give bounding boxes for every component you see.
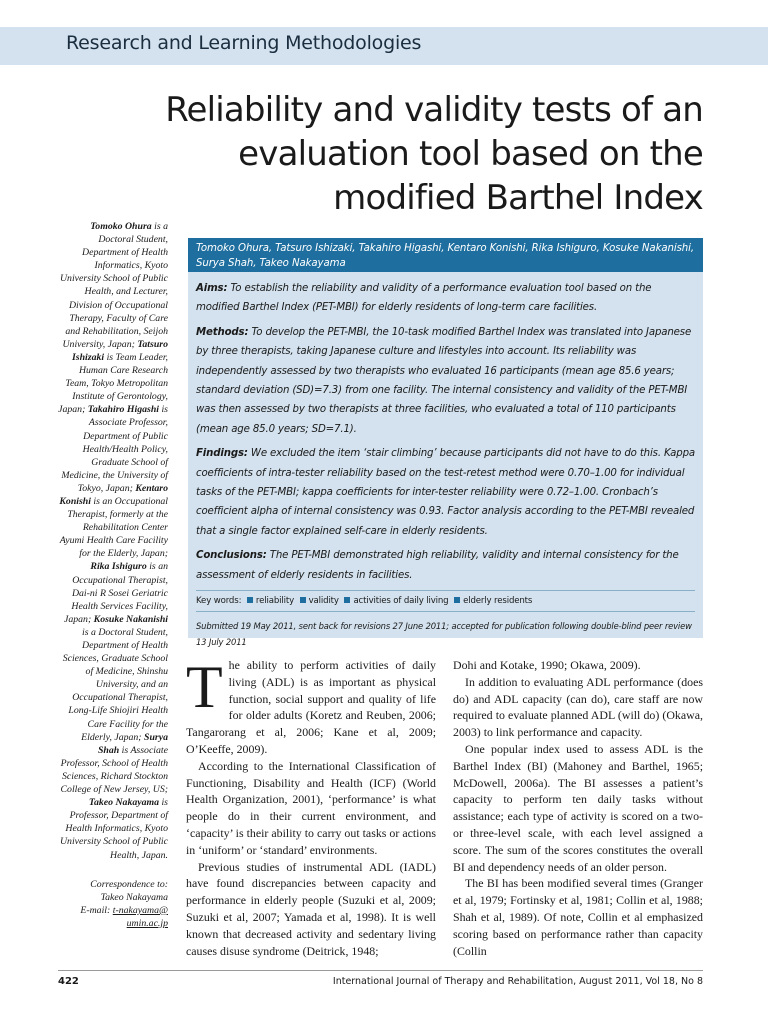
bio-name: Rika Ishiguro xyxy=(90,561,147,573)
bio-name: Takeo Nakayama xyxy=(88,797,160,809)
paragraph: One popular index used to assess ADL is the Barthel Index (BI) (Mahoney and Barthel, 1965; McDowell, 2006a). The BI assesses a patient’s capacity to perform ten daily tasks without assistance; each type of activity is scored on a two- or three-level scale, with each level assigned a score. The sum of the scores constitutes the overall BI and dependency needs of an older person. xyxy=(453,741,703,874)
section-header xyxy=(0,27,768,65)
bio-name: Surya Shah xyxy=(97,731,168,756)
bio-name: Tomoko Ohura xyxy=(90,221,152,232)
bio-text: is Team Leader, Human Care Research Team, Tokyo Metropolitan Institute of Gerontology, Japan; xyxy=(58,351,168,416)
keywords-label: Key words: xyxy=(196,596,242,607)
abstract xyxy=(188,272,703,648)
paragraph: In addition to evaluating ADL performance (does do) and ADL capacity (can do), care staff are now required to evaluate planned ADL (will do) (Okawa, 2003) to link performance and capacity. xyxy=(453,674,703,740)
bio-text: is an Occupational Therapist, Dai-ni R Sosei Geriatric Health Services Facility, Japan; xyxy=(64,561,168,625)
abstract-findings xyxy=(196,444,695,541)
paragraph: Dohi and Kotake, 1990; Okawa, 2009). xyxy=(453,658,641,672)
findings-text: We excluded the item ‘stair climbing’ because participants did not have to do this. Kappa coefficients of intra-tester reliability based on the test-retest method were 0.70–1.00 for individual tasks of the PET-MBI; kappa coefficients for inter-tester reliability were 0.72–1.00. Cronbach’s coefficient alpha of internal consistency was 0.93. Factor analysis according to the PET-MBI revealed that a single factor explained self-care in elderly residents. xyxy=(196,448,695,537)
bullet-square-icon xyxy=(300,597,306,603)
abstract-aims xyxy=(196,279,695,318)
bio-text: is a Doctoral Student, Department of Health Sciences, Graduate School of Medicine, Shinshu University, and an Occupational Therapist, Long-Life Shiojiri Health Care Facility for the Elderly, Japan; xyxy=(62,626,168,743)
bio-text: is an Occupational Therapist, formerly at the Rehabilitation Center Ayumi Health Care Facility for the Elderly, Japan; xyxy=(59,495,168,560)
drop-cap: T xyxy=(186,654,223,720)
bios xyxy=(58,220,168,862)
aims-label: Aims: xyxy=(196,283,228,294)
bio-text: is Associate Professor, School of Health Sciences, Richard Stockton College of New Jersey, US; xyxy=(60,744,168,796)
article-title: Reliability and validity tests of an evaluation tool based on the modified Barthel Index xyxy=(165,90,703,218)
bullet-square-icon xyxy=(454,597,460,603)
paragraph: According to the International Classification of Functioning, Disability and Health (ICF) (World Health Organization, 2001), ‘performance’ is what people do in their current environment, and ‘capacity’ is their ability to carry out tasks or actions in ‘uniform’ or ‘standard’ environments. xyxy=(186,758,436,857)
correspondence xyxy=(58,878,168,930)
body-column-1 xyxy=(186,654,436,959)
bio-text: is Associate Professor, Department of Public Health/Health Policy, Graduate School of Medicine, the University of Tokyo, Japan; xyxy=(61,404,168,494)
methods-label: Methods: xyxy=(196,326,249,338)
bio-text: is a Doctoral Student, Department of Health Informatics, Kyoto University School of Public Health, and Lecturer, Division of Occupational Therapy, Faculty of Care and Rehabilitation, Seijoh University, Japan; xyxy=(59,221,168,350)
journal-citation: International Journal of Therapy and Rehabilitation, August 2011, Vol 18, No 8 xyxy=(332,976,703,987)
page-number: 422 xyxy=(58,976,79,987)
email-link[interactable]: t-nakayama@ xyxy=(112,904,168,916)
methods-text: To develop the PET-MBI, the 10-task modified Barthel Index was translated into Japanese by three therapists, taking Japanese culture and lifestyles into account. Its reliability was independently assessed by two therapists who evaluated 16 participants (mean age 85.6 years; standard deviation (SD)=7.3) from one facility. The internal consistency and validity of the PET-MBI was then assessed by two therapists at three facilities, who evaluated a total of 110 participants (mean age 85.0 years; SD=7.1). xyxy=(196,326,692,435)
bio-text: is Professor, Department of Health Informatics, Kyoto University School of Public Health, Japan. xyxy=(59,797,168,861)
keyword: reliability xyxy=(255,596,295,607)
conclusions-label: Conclusions: xyxy=(196,550,267,562)
paragraph: The BI has been modified several times (Granger et al, 1979; Fortinsky et al, 1981; Collin et al, 1988; Shah et al, 1989). Of note, Collin et al emphasized scoring based on performance rather than capacity (Collin xyxy=(453,876,703,958)
authors-list: Tomoko Ohura, Tatsuro Ishizaki, Takahiro Higashi, Kentaro Konishi, Rika Ishiguro, Kosuke Nakanishi, Surya Shah, Takeo Nakayama xyxy=(196,243,695,269)
author-affiliations xyxy=(58,220,168,930)
keyword: validity xyxy=(308,596,339,607)
correspondence-name: Takeo Nakayama xyxy=(100,891,168,903)
footer-divider xyxy=(58,970,703,971)
bio-name: Kentaro Konishi xyxy=(59,482,168,507)
correspondence-label: Correspondence to: xyxy=(90,878,168,890)
bio-name: Takahiro Higashi xyxy=(87,404,160,416)
authors-banner xyxy=(188,238,703,272)
paragraph: Previous studies of instrumental ADL (IADL) have found discrepancies between capacity and performance in elderly people (Suzuki et al, 2009; Suzuki et al, 2007; Yamada et al, 1998). It is well known that decreased activity and sedentary living causes disuse syndrome (Deitrick, 1948; xyxy=(186,859,436,958)
aims-text: To establish the reliability and validity of a performance evaluation tool based on the modified Barthel Index (PET-MBI) for elderly residents of long-term care facilities. xyxy=(196,283,652,314)
bullet-square-icon xyxy=(344,597,350,603)
email-link-domain[interactable]: umin.ac.jp xyxy=(126,917,168,929)
submission-history: Submitted 19 May 2011, sent back for revisions 27 June 2011; accepted for publication following double-blind peer review 13 July 2011 xyxy=(196,621,692,648)
paragraph xyxy=(186,654,436,758)
bio-name: Kosuke Nakanishi xyxy=(93,613,168,625)
abstract-methods xyxy=(196,323,695,439)
body-column-2 xyxy=(453,657,703,959)
bio-name: Tatsuro Ishizaki xyxy=(71,338,168,363)
section-title: Research and Learning Methodologies xyxy=(66,32,422,54)
bullet-square-icon xyxy=(247,597,253,603)
keywords xyxy=(196,590,695,612)
conclusions-text: The PET-MBI demonstrated high reliability, validity and internal consistency for the assessment of elderly residents in facilities. xyxy=(196,550,679,581)
keyword: activities of daily living xyxy=(353,596,449,607)
abstract-conclusions xyxy=(196,546,695,585)
findings-label: Findings: xyxy=(196,448,248,460)
email-label: E-mail: xyxy=(80,904,113,916)
paragraph-text: he ability to perform activities of daily living (ADL) is as important as physical function, social support and quality of life for older adults (Koretz and Reuben, 2006; Tangarorang et al, 2006; Kane et al, 2009; O’Keeffe, 2009). xyxy=(186,658,436,756)
keyword: elderly residents xyxy=(463,596,533,607)
